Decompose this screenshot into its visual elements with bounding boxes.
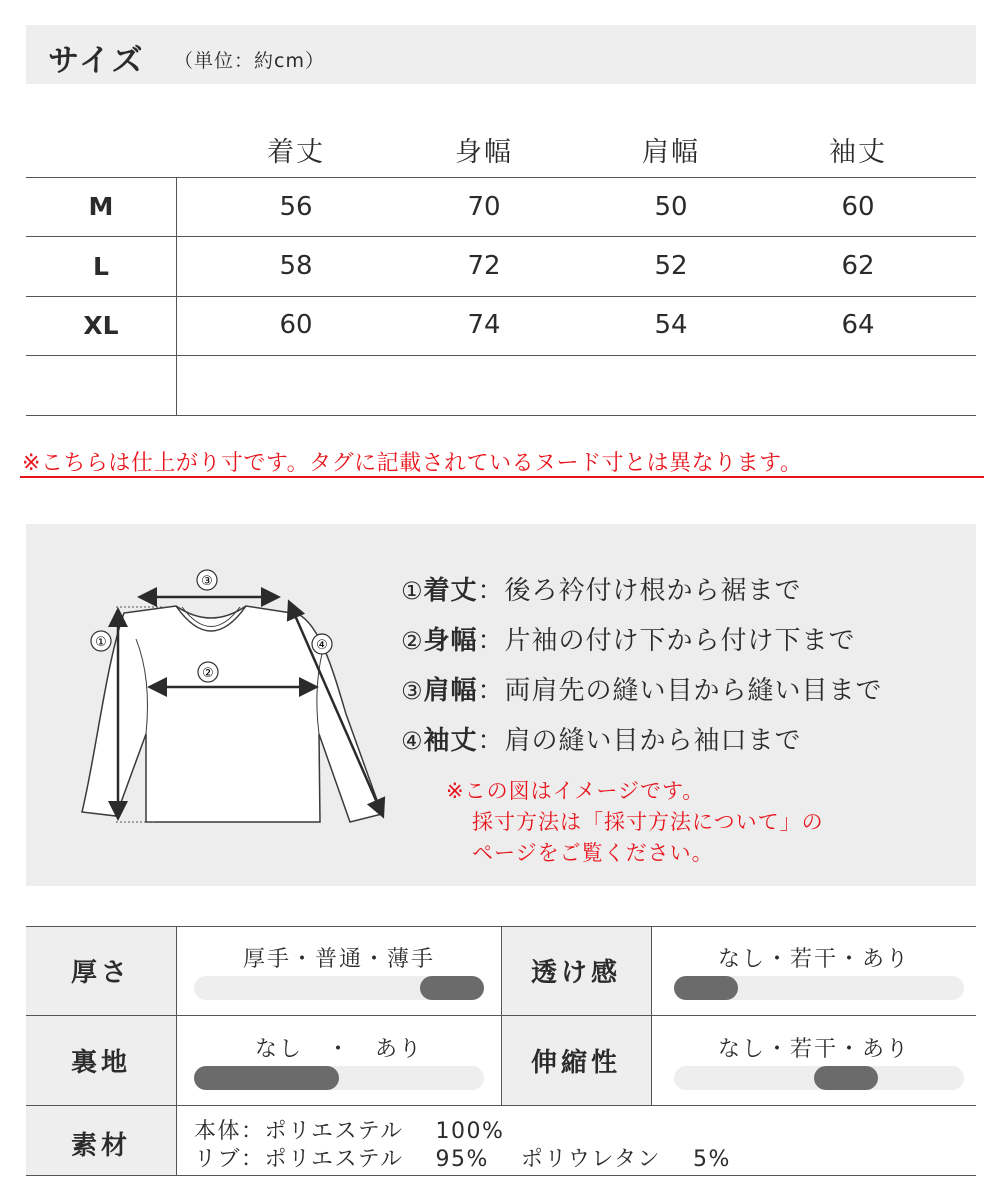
table-divider xyxy=(26,355,976,356)
row-label-xl: XL xyxy=(83,311,119,340)
image-note-line-1: ※この図はイメージです。 xyxy=(446,779,705,803)
stretch-indicator xyxy=(814,1066,878,1090)
table-cell: 64 xyxy=(841,310,875,340)
thickness-indicator xyxy=(420,976,484,1000)
lining-indicator xyxy=(194,1066,339,1090)
table-cell: 58 xyxy=(279,251,313,281)
marker-3: ③ xyxy=(201,574,213,589)
legend-shoulder: ③肩幅：両肩先の縫い目から縫い目まで xyxy=(401,676,883,706)
table-cell: 70 xyxy=(467,192,501,222)
row-label-l: L xyxy=(93,252,109,281)
legend-sleeve: ④袖丈：肩の縫い目から袖口まで xyxy=(401,726,802,756)
table-divider xyxy=(26,1175,976,1176)
sheerness-options: なし・若干・あり xyxy=(717,947,910,972)
lining-track xyxy=(194,1066,484,1090)
properties-table xyxy=(26,926,976,1176)
image-note-line-3: ページをご覧ください。 xyxy=(472,841,714,865)
size-unit: （単位：約cm） xyxy=(174,50,325,72)
sheerness-indicator xyxy=(674,976,738,1000)
marker-4: ④ xyxy=(316,638,328,653)
thickness-options: 厚手・普通・薄手 xyxy=(242,947,435,972)
marker-2: ② xyxy=(202,666,214,681)
table-cell: 52 xyxy=(654,251,688,281)
table-divider xyxy=(26,177,976,178)
shirt-diagram-icon xyxy=(46,564,396,834)
column-header-width: 身幅 xyxy=(455,137,513,168)
marker-1: ① xyxy=(95,635,107,650)
table-divider xyxy=(26,296,976,297)
table-column-divider xyxy=(651,926,652,1106)
legend-length: ①着丈：後ろ衿付け根から裾まで xyxy=(401,576,802,606)
row-label-m: M xyxy=(88,192,114,221)
table-cell: 56 xyxy=(279,192,313,222)
stretch-options: なし・若干・あり xyxy=(717,1037,910,1062)
material-label: 素材 xyxy=(70,1131,131,1161)
note-underline xyxy=(20,476,984,478)
table-cell: 60 xyxy=(841,192,875,222)
table-cell: 54 xyxy=(654,310,688,340)
lining-options: なし ・ あり xyxy=(254,1037,423,1062)
size-title: サイズ xyxy=(48,43,145,79)
stretch-track xyxy=(674,1066,964,1090)
column-header-length: 着丈 xyxy=(267,137,325,168)
table-cell: 62 xyxy=(841,251,875,281)
legend-width: ②身幅：片袖の付け下から付け下まで xyxy=(401,626,856,656)
material-main: 本体：ポリエステル 100% xyxy=(194,1119,505,1144)
table-divider xyxy=(26,236,976,237)
sheerness-track xyxy=(674,976,964,1000)
table-cell: 74 xyxy=(467,310,501,340)
column-header-sleeve: 袖丈 xyxy=(829,137,887,168)
thickness-track xyxy=(194,976,484,1000)
table-divider xyxy=(26,415,976,416)
table-cell: 60 xyxy=(279,310,313,340)
table-column-divider xyxy=(176,177,177,415)
stretch-label: 伸縮性 xyxy=(530,1048,621,1078)
thickness-label: 厚さ xyxy=(70,958,131,988)
material-rib: リブ：ポリエステル 95% ポリウレタン 5% xyxy=(194,1147,731,1172)
finished-size-note: ※こちらは仕上がり寸です。タグに記載されているヌード寸とは異なります。 xyxy=(22,451,803,476)
table-cell: 72 xyxy=(467,251,501,281)
sheerness-label: 透け感 xyxy=(530,958,621,988)
table-column-divider xyxy=(176,926,177,1176)
size-header xyxy=(26,25,976,84)
lining-label: 裏地 xyxy=(70,1048,131,1078)
measurement-panel xyxy=(26,524,976,886)
table-cell: 50 xyxy=(654,192,688,222)
column-header-shoulder: 肩幅 xyxy=(642,137,700,168)
image-note-line-2: 採寸方法は「採寸方法について」の xyxy=(472,810,824,834)
